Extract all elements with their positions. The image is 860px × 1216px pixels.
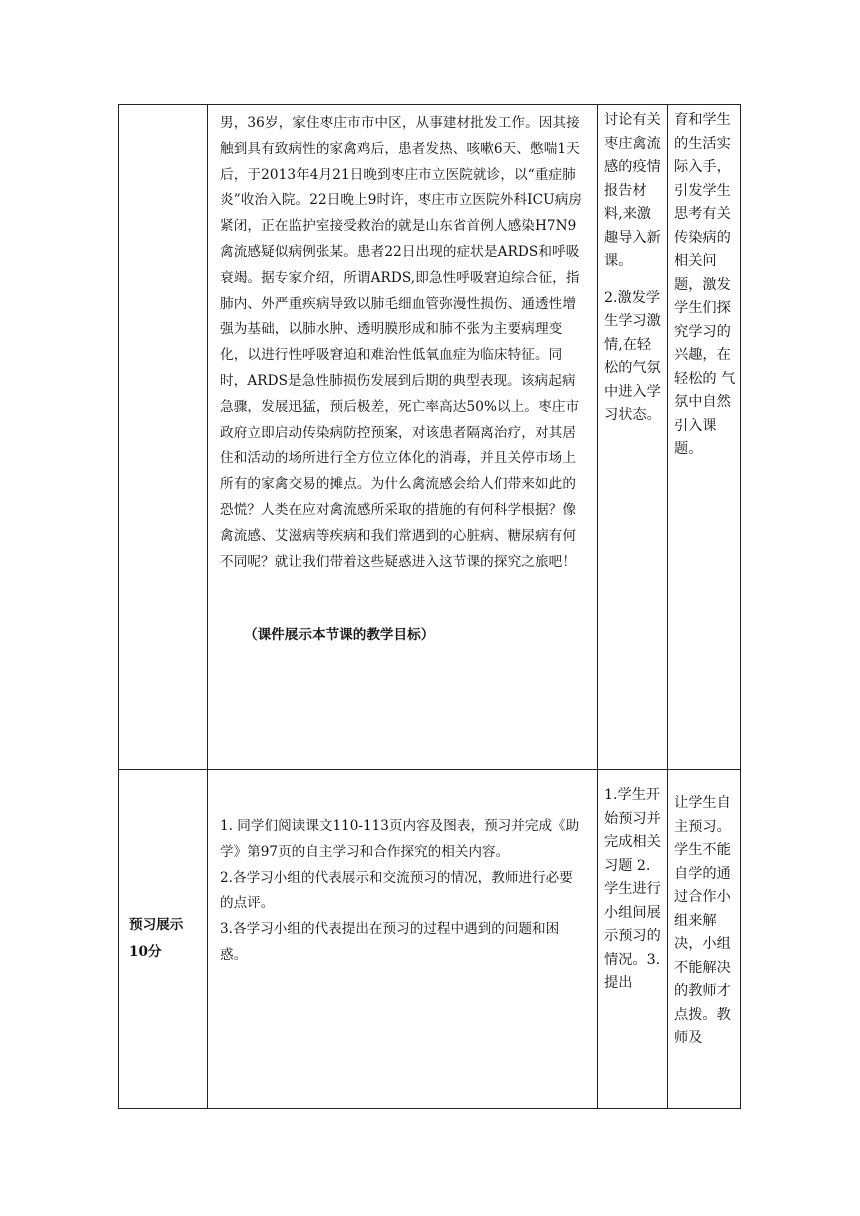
table-row — [119, 105, 741, 770]
stage-cell — [119, 770, 208, 1109]
teacher-activity-cell — [208, 770, 598, 1109]
student-activity-1: 讨论有关枣庄禽流感的疫情报告材料,来激趣导入新课。 — [604, 112, 661, 269]
stage-name: 预习展示 — [129, 917, 184, 933]
student-activity-text: 1.学生开始预习并完成相关习题 2.学生进行小组间展示预习的情况。3.提出 — [604, 787, 661, 991]
objective-note: （课件展示本节课的教学目标） — [244, 627, 435, 644]
table-row — [119, 770, 741, 1109]
stage-time: 10分 — [129, 944, 162, 960]
lesson-plan-table — [118, 104, 741, 1109]
design-intent-cell — [668, 105, 741, 770]
preview-step-2: 2.各学习小组的代表展示和交流预习的情况，教师进行必要的点评。 — [220, 869, 573, 912]
case-narrative: 男，36岁，家住枣庄市市中区，从事建材批发工作。因其接触到具有致病性的家禽鸡后，患者发热、咳嗽6天、憋喘1天后，于2013年4月21日晚到枣庄市立医院就诊，以“重症肺炎”收治入院。22日晚上9时许，枣庄市立医院外科ICU病房紧闭，正在监护室接受救治的就是山东省首例人感染H7N9禽流感疑似病例张某。患者22日出现的症状是ARDS和呼吸衰竭。据专家介绍，所谓ARDS,即急性呼吸窘迫综合征，指肺内、外严重疾病导致以肺毛细血管弥漫性损伤、通透性增强为基础，以肺水肿、透明膜形成和肺不张为主要病理变化，以进行性呼吸窘迫和难治性低氧血症为临床特征。同时，ARDS是急性肺损伤发展到后期的典型表现。该病起病急骤，发展迅猛，预后极差，死亡率高达50%以上。枣庄市政府立即启动传染病防控预案，对该患者隔离治疗，对其居住和活动的场所进行全方位立体化的消毒，并且关停市场上所有的家禽交易的摊点。为什么禽流感会给人们带来如此的恐慌？人类在应对禽流感所采取的措施的有何科学根据？像禽流感、艾滋病等疾病和我们常遇到的心脏病、糖尿病有何不同呢？就让我们带着这些疑惑进入这节课的探究之旅吧！ — [220, 115, 583, 570]
stage-cell-empty — [119, 105, 208, 770]
student-activity-cell — [598, 770, 668, 1109]
teacher-activity-cell — [208, 105, 598, 770]
student-activity-2: 2.激发学生学习激情,在轻松的气氛中进入学习状态。 — [604, 289, 661, 423]
preview-step-1: 1. 同学们阅读课文110-113页内容及图表，预习并完成《助学》第97页的自主学习和合作探究的相关内容。 — [220, 818, 580, 860]
design-intent-text: 育和学生的生活实际入手，引发学生思考有关传染病的相关问题，激发学生们探究学习的兴趣，在轻松的 气氛中自然引入课题。 — [674, 112, 736, 457]
preview-step-3: 3.各学习小组的代表提出在预习的过程中遇到的问题和困惑。 — [220, 921, 560, 963]
design-intent-text: 让学生自主预习。学生不能自学的通过合作小组来解决，小组不能解决的教师才点拨。教师及 — [674, 795, 731, 1046]
design-intent-cell — [668, 770, 741, 1109]
student-activity-cell — [598, 105, 668, 770]
